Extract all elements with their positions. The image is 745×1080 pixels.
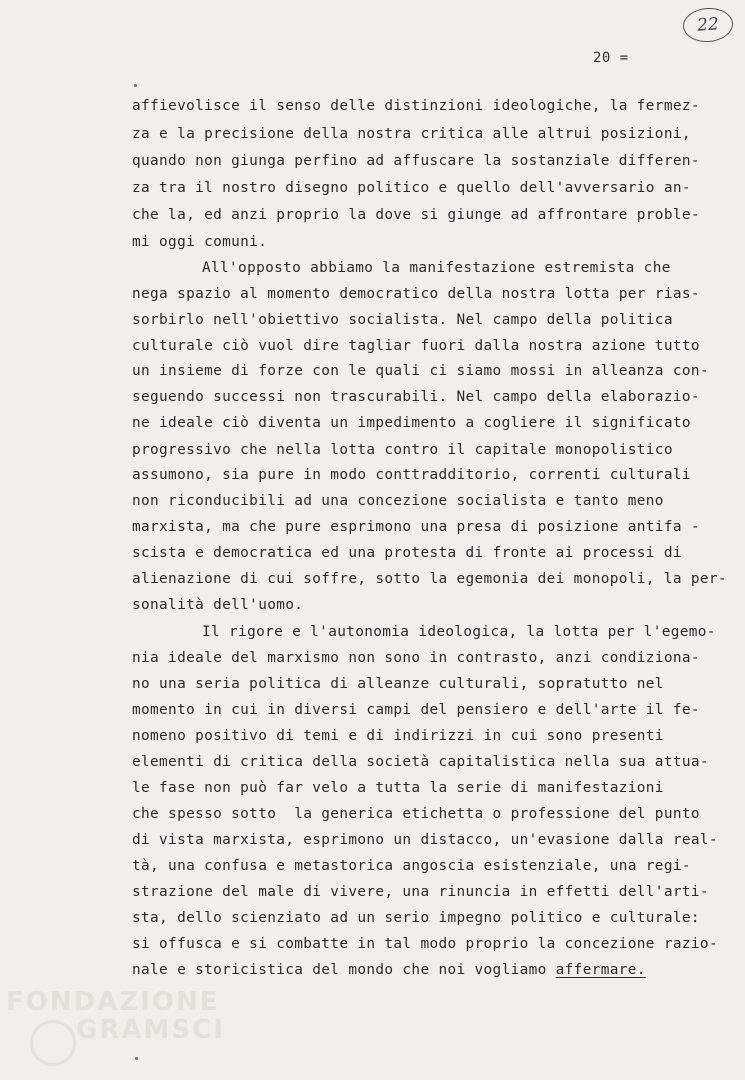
text-line: sta, dello scienziato ad un serio impegno politico e culturale: (132, 910, 700, 926)
text-line: nega spazio al momento democratico della nostra lotta per rias- (132, 286, 700, 302)
text-line: affievolisce il senso delle distinzioni ideologiche, la fermez- (132, 98, 700, 114)
text-line: marxista, ma che pure esprimono una presa di posizione antifa - (132, 519, 700, 535)
text-line: sonalità dell'uomo. (132, 597, 304, 613)
text-line: nomeno positivo di temi e di indirizzi in cui sono presenti (132, 728, 664, 744)
watermark-line-1: FONDAZIONE (6, 987, 220, 1017)
text-line: culturale ciò vuol dire tagliar fuori dalla nostra azione tutto (132, 338, 700, 354)
text-line: quando non giunga perfino ad affuscare la sostanziale differen- (132, 153, 700, 169)
text-line: ne ideale ciò diventa un impedimento a cogliere il significato (132, 415, 691, 431)
text-line: alienazione di cui soffre, sotto la egemonia dei monopoli, la per- (132, 571, 727, 587)
text-line: za e la precisione della nostra critica alle altrui posizioni, (132, 126, 691, 142)
page-number: 20 = (593, 50, 629, 66)
underlined-word: affermare. (555, 962, 646, 978)
paragraph-start-line: All'opposto abbiamo la manifestazione estremista che (202, 260, 671, 276)
text-line: seguendo successi non trascurabili. Nel campo della elaborazio- (132, 389, 700, 405)
text-line: di vista marxista, esprimono un distacco, un'evasione dalla real- (132, 832, 718, 848)
ink-speck (135, 1057, 138, 1060)
text-line: assumono, sia pure in modo conttradditorio, correnti culturali (132, 467, 691, 483)
watermark-line-2: GRAMSCI (76, 1015, 225, 1045)
ink-speck (134, 84, 137, 87)
archive-watermark (6, 988, 225, 1044)
text-line: sorbirlo nell'obiettivo socialista. Nel campo della politica (132, 312, 673, 328)
text-line: che spesso sotto la generica etichetta o professione del punto (132, 806, 700, 822)
last-line-text: nale e storicistica del mondo che noi vogliamo (132, 962, 547, 978)
text-line: za tra il nostro disegno politico e quello dell'avversario an- (132, 180, 691, 196)
text-line: un insieme di forze con le quali ci siamo mossi in alleanza con- (132, 363, 709, 379)
text-line: no una seria politica di alleanze culturali, sopratutto nel (132, 676, 664, 692)
text-line: non riconducibili ad una concezione socialista e tanto meno (132, 493, 664, 509)
paragraph-start-line: Il rigore e l'autonomia ideologica, la lotta per l'egemo- (202, 624, 716, 640)
text-line: elementi di critica della società capitalistica nella sua attua- (132, 754, 709, 770)
text-line: che la, ed anzi proprio la dove si giunge ad affrontare proble- (132, 207, 700, 223)
text-line: progressivo che nella lotta contro il capitale monopolistico (132, 442, 673, 458)
text-line: le fase non può far velo a tutta la serie di manifestazioni (132, 780, 664, 796)
text-line: mi oggi comuni. (132, 234, 268, 250)
text-line: si offusca e si combatte in tal modo proprio la concezione razio- (132, 936, 718, 952)
last-text-line (132, 960, 707, 980)
text-line: scista e democratica ed una protesta di fronte ai processi di (132, 545, 682, 561)
archive-page-stamp: 22 (682, 6, 734, 43)
text-line: tà, una confusa e metastorica angoscia esistenziale, una regi- (132, 858, 691, 874)
text-line: strazione del male di vivere, una rinuncia in effetti dell'arti- (132, 884, 709, 900)
text-line: nia ideale del marxismo non sono in contrasto, anzi condiziona- (132, 650, 700, 666)
text-line: momento in cui in diversi campi del pensiero e dell'arte il fe- (132, 702, 700, 718)
